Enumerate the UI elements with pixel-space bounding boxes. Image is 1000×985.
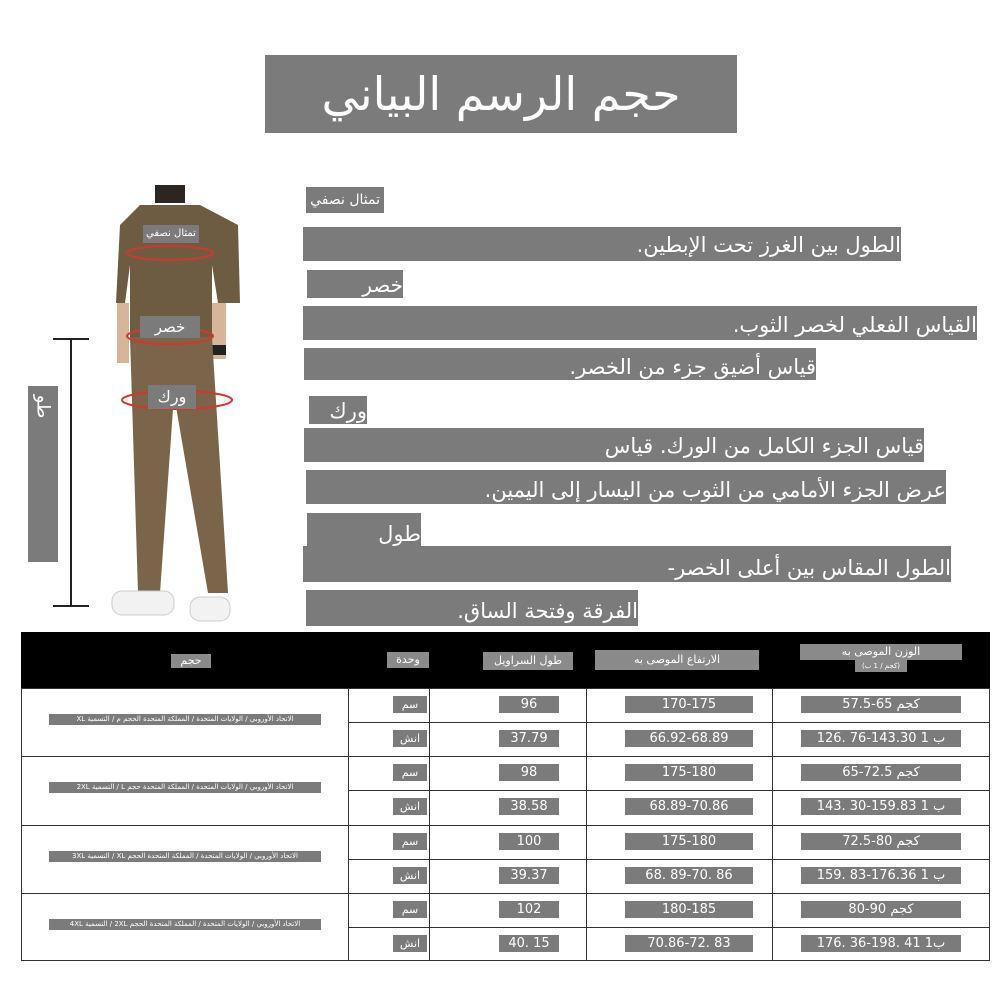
table-weight-cell: 57.5-65 كجم	[801, 696, 961, 713]
pants-shape	[130, 337, 228, 593]
table-height-cell: 68. 89-70. 86	[625, 867, 753, 884]
table-weight-cell: 80-90 كجم	[801, 901, 961, 918]
header-unit: وحدة	[387, 652, 429, 668]
table-length-cell: 40. 15	[499, 935, 559, 952]
desc-waist-text-2: قياس أضيق جزء من الخصر.	[304, 348, 816, 380]
table-weight-cell: 72.5-80 كجم	[801, 833, 961, 850]
chart-title: حجم الرسم البياني	[265, 55, 737, 133]
desc-length-text-1: الطول المقاس بين أعلى الخصر-	[303, 546, 951, 582]
desc-waist-text-1: القياس الفعلي لخصر الثوب.	[303, 306, 977, 340]
table-unit-cell: سم	[393, 764, 427, 781]
table-weight-cell: 176. 36-198. 41 1ب	[801, 935, 961, 952]
desc-bust-heading: تمثال نصفي	[306, 187, 384, 213]
desc-length-heading: طول	[307, 513, 421, 547]
desc-hip-text-1: قياس الجزء الكامل من الورك. قياس	[304, 428, 924, 462]
header-weight: الوزن الموصى به	[800, 644, 962, 660]
table-length-cell: 96	[499, 696, 559, 713]
table-size-label: الاتحاد الأوروبي / الولايات المتحدة / المملكة المتحدة حجم L / التسمية 2XL	[49, 782, 321, 793]
table-height-cell: 170-175	[625, 696, 753, 713]
table-unit-cell: سم	[393, 696, 427, 713]
table-length-cell: 37.79	[499, 730, 559, 747]
table-height-cell: 175-180	[625, 764, 753, 781]
header-weight-sub: (كجم / 1 ب)	[855, 660, 907, 672]
length-ruler-top	[53, 338, 89, 340]
table-height-cell: 68.89-70.86	[625, 798, 753, 815]
table-height-cell: 66.92-68.89	[625, 730, 753, 747]
figure-label-length: طو	[28, 386, 58, 562]
desc-waist-heading: خصر	[307, 270, 403, 298]
header-height: الارتفاع الموصى به	[595, 650, 759, 670]
table-length-cell: 98	[499, 764, 559, 781]
table-length-cell: 102	[499, 901, 559, 918]
table-unit-cell: سم	[393, 833, 427, 850]
desc-hip-heading: ورك	[309, 396, 367, 424]
length-ruler	[70, 340, 72, 606]
table-height-cell: 70.86-72. 83	[625, 935, 753, 952]
desc-length-text-2: الفرقة وفتحة الساق.	[306, 590, 638, 626]
table-length-cell: 38.58	[499, 798, 559, 815]
table-unit-cell: انش	[393, 867, 427, 884]
table-unit-cell: انش	[393, 798, 427, 815]
table-length-cell: 100	[499, 833, 559, 850]
header-pants-length: طول السراويل	[483, 652, 573, 670]
size-table	[21, 632, 990, 961]
table-size-label: الاتحاد الأوروبي / الولايات المتحدة / المملكة المتحدة الحجم 2XL / التسمية 4XL	[49, 919, 321, 930]
table-length-cell: 39.37	[499, 867, 559, 884]
table-header	[21, 632, 990, 688]
figure-label-bust: تمثال نصفي	[143, 225, 199, 243]
table-height-cell: 180-185	[625, 901, 753, 918]
table-unit-cell: سم	[393, 901, 427, 918]
head-shape	[155, 185, 185, 203]
table-size-label: الاتحاد الأوروبي / الولايات المتحدة / المملكة المتحدة الحجم م / التسمية XL	[49, 714, 321, 725]
table-size-label: الاتحاد الأوروبي / الولايات المتحدة / المملكة المتحدة الحجم XL / التسمية 3XL	[49, 851, 321, 862]
figure-label-hip: ورك	[148, 385, 196, 409]
table-unit-cell: انش	[393, 935, 427, 952]
figure-label-waist: خصر	[140, 316, 200, 338]
table-height-cell: 175-180	[625, 833, 753, 850]
table-weight-cell: 126. 76-143.30 1 ب	[801, 730, 961, 747]
table-unit-cell: انش	[393, 730, 427, 747]
table-weight-cell: 143. 30-159.83 1 ب	[801, 798, 961, 815]
desc-hip-text-2: عرض الجزء الأمامي من الثوب من اليسار إلى اليمين.	[306, 470, 946, 504]
table-weight-cell: 159. 83-176.36 1 ب	[801, 867, 961, 884]
table-weight-cell: 65-72.5 كجم	[801, 764, 961, 781]
header-size: حجم	[171, 654, 211, 668]
length-ruler-bottom	[53, 605, 89, 607]
desc-bust-text: الطول بين الغرز تحت الإبطين.	[303, 227, 901, 261]
